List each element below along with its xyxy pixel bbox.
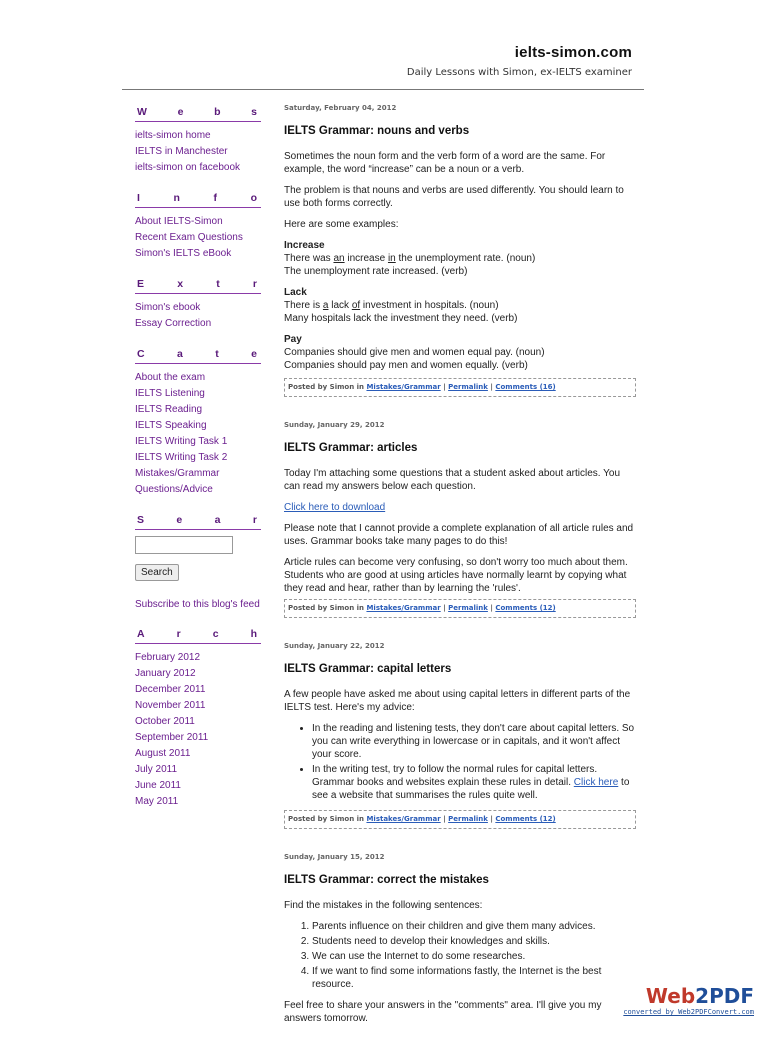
post-paragraph: A few people have asked me about using capital letters in different parts of the IELTS test. Here's my advice: <box>284 689 631 713</box>
archive-link-jul-2011[interactable]: July 2011 <box>135 764 178 775</box>
web2pdf-link[interactable]: converted by Web2PDFConvert.com <box>623 1008 754 1016</box>
sidebar-link-writing-task-1[interactable]: IELTS Writing Task 1 <box>135 436 228 447</box>
category-link[interactable]: Mistakes/Grammar <box>366 604 441 612</box>
download-link[interactable]: Click here to download <box>284 502 386 513</box>
permalink-link[interactable]: Permalink <box>448 383 488 391</box>
permalink-link[interactable]: Permalink <box>448 815 488 823</box>
example-sentence: Companies should give men and women equal pay. (noun) <box>284 347 545 358</box>
post-paragraph: Sometimes the noun form and the verb form of a word are the same. For example, the word “increase” can be a noun or a verb. <box>284 151 606 175</box>
archive-link-jan-2012[interactable]: January 2012 <box>135 668 196 679</box>
sidebar-link-questions-advice[interactable]: Questions/Advice <box>135 484 213 495</box>
example-sentence: There was an increase in the unemployment rate. (noun) <box>284 253 536 264</box>
comments-link[interactable]: Comments (12) <box>495 815 556 823</box>
archive-link-jun-2011[interactable]: June 2011 <box>135 780 181 791</box>
example-sentence: Many hospitals lack the investment they need. (verb) <box>284 313 518 324</box>
category-link[interactable]: Mistakes/Grammar <box>366 383 441 391</box>
post-date: Saturday, February 04, 2012 <box>284 104 397 112</box>
example-sentence: There is a lack of investment in hospitals. (noun) <box>284 300 499 311</box>
sidebar-link-listening[interactable]: IELTS Listening <box>135 388 205 399</box>
post-title[interactable]: IELTS Grammar: nouns and verbs <box>284 125 470 137</box>
example-label-lack: Lack <box>284 287 307 298</box>
archive-link-oct-2011[interactable]: October 2011 <box>135 716 195 727</box>
example-label-increase: Increase <box>284 240 325 251</box>
sidebar-link-recent-questions[interactable]: Recent Exam Questions <box>135 232 243 243</box>
sidebar-link-ielts-simon-home[interactable]: ielts-simon home <box>135 130 211 141</box>
post-articles <box>284 419 636 618</box>
subscribe-feed-link[interactable]: Subscribe to this blog's feed <box>135 599 260 610</box>
post-date: Sunday, January 22, 2012 <box>284 642 385 650</box>
sidebar-link-ebook[interactable]: Simon's IELTS eBook <box>135 248 232 259</box>
web2pdf-logo: Web2PDF <box>645 984 754 1008</box>
web2pdf-watermark <box>623 984 754 1016</box>
sidebar-link-essay-correction[interactable]: Essay Correction <box>135 318 212 329</box>
main-content <box>284 102 636 1047</box>
post-title[interactable]: IELTS Grammar: articles <box>284 442 418 454</box>
sidebar-heading-extr: E x t r <box>135 276 261 294</box>
sidebar-webs <box>135 104 261 176</box>
sidebar-heading-info: I n f o <box>135 190 261 208</box>
sidebar-link-ielts-in-manchester[interactable]: IELTS in Manchester <box>135 146 228 157</box>
example-sentence: The unemployment rate increased. (verb) <box>284 266 468 277</box>
post-paragraph: Feel free to share your answers in the "comments" area. I'll give you my answers tomorrow. <box>284 1000 602 1024</box>
sidebar-heading-arch: A r c h <box>135 626 261 644</box>
archive-link-sep-2011[interactable]: September 2011 <box>135 732 209 743</box>
post-footer: Posted by Simon in Mistakes/Grammar | Permalink | Comments (12) <box>284 810 636 829</box>
click-here-link[interactable]: Click here <box>573 777 619 788</box>
post-footer: Posted by Simon in Mistakes/Grammar | Permalink | Comments (16) <box>284 378 636 397</box>
archive-link-feb-2012[interactable]: February 2012 <box>135 652 201 663</box>
mistakes-list <box>284 920 636 991</box>
sidebar-heading-webs: W e b s <box>135 104 261 122</box>
post-date: Sunday, January 15, 2012 <box>284 853 385 861</box>
sidebar-info <box>135 190 261 262</box>
post-footer: Posted by Simon in Mistakes/Grammar | Permalink | Comments (12) <box>284 599 636 618</box>
archive-link-nov-2011[interactable]: November 2011 <box>135 700 206 711</box>
header-divider <box>122 89 644 90</box>
post-title[interactable]: IELTS Grammar: correct the mistakes <box>284 874 489 886</box>
sidebar-link-reading[interactable]: IELTS Reading <box>135 404 203 415</box>
sidebar-link-facebook[interactable]: ielts-simon on facebook <box>135 162 241 173</box>
list-item: 4. If we want to find some informations fastly, the Internet is the best resource. <box>312 965 636 991</box>
site-header <box>407 44 632 78</box>
post-paragraph: Here are some examples: <box>284 219 399 230</box>
post-nouns-and-verbs <box>284 102 636 397</box>
sidebar-link-about-exam[interactable]: About the exam <box>135 372 206 383</box>
comments-link[interactable]: Comments (16) <box>495 383 556 391</box>
post-paragraph: The problem is that nouns and verbs are used differently. You should learn to use both forms correctly. <box>284 185 624 209</box>
list-item: 2. Students need to develop their knowledges and skills. <box>312 935 636 948</box>
post-correct-the-mistakes <box>284 851 636 1025</box>
sidebar-link-about[interactable]: About IELTS-Simon <box>135 216 223 227</box>
archive-link-dec-2011[interactable]: December 2011 <box>135 684 206 695</box>
sidebar-link-speaking[interactable]: IELTS Speaking <box>135 420 207 431</box>
site-description: Daily Lessons with Simon, ex-IELTS examiner <box>406 67 632 78</box>
post-title[interactable]: IELTS Grammar: capital letters <box>284 663 452 675</box>
post-capital-letters <box>284 640 636 829</box>
sidebar-link-writing-task-2[interactable]: IELTS Writing Task 2 <box>135 452 228 463</box>
example-sentence: Companies should pay men and women equally. (verb) <box>284 360 528 371</box>
archive-link-may-2011[interactable]: May 2011 <box>135 796 179 807</box>
list-item: 1. Parents influence on their children and give them many advices. <box>312 920 636 933</box>
sidebar-link-mistakes-grammar[interactable]: Mistakes/Grammar <box>135 468 220 479</box>
post-paragraph: Please note that I cannot provide a complete explanation of all article rules and uses. Grammar books take many pages to do this! <box>284 523 634 547</box>
sidebar-heading-cate: C a t e <box>135 346 261 364</box>
sidebar-heading-sear: S e a r <box>135 512 261 530</box>
list-item: 3. We can use the Internet to do some researches. <box>312 950 636 963</box>
sidebar-sear <box>135 512 261 610</box>
post-paragraph: Today I'm attaching some questions that a student asked about articles. You can read my answers below each question. <box>284 468 621 492</box>
sidebar-arch <box>135 626 261 810</box>
comments-link[interactable]: Comments (12) <box>495 604 556 612</box>
permalink-link[interactable]: Permalink <box>448 604 488 612</box>
post-paragraph: Find the mistakes in the following sentences: <box>284 900 483 911</box>
post-paragraph: Article rules can become very confusing, so don't worry too much about them. Students who are good at using articles have normally learnt by copying what they read and hear, rather than by learning the 'rules'. <box>284 557 628 594</box>
archive-link-aug-2011[interactable]: August 2011 <box>135 748 191 759</box>
advice-list <box>284 722 636 802</box>
site-title[interactable]: ielts-simon.com <box>514 44 632 61</box>
search-input[interactable] <box>135 536 233 554</box>
list-item: • In the reading and listening tests, they don't care about capital letters. So you can write everything in lowercase or in capitals, and it won't affect your score. <box>312 722 636 761</box>
search-button[interactable]: Search <box>135 564 179 581</box>
post-date: Sunday, January 29, 2012 <box>284 421 385 429</box>
list-item: • In the writing test, try to follow the normal rules for capital letters. Grammar books and websites explain these rules in detail. Click here to see a website that summarises the rules quite well. <box>312 763 636 802</box>
example-label-pay: Pay <box>284 334 302 345</box>
sidebar-extr <box>135 276 261 332</box>
sidebar-link-simons-ebook[interactable]: Simon's ebook <box>135 302 201 313</box>
category-link[interactable]: Mistakes/Grammar <box>366 815 441 823</box>
sidebar-cate <box>135 346 261 498</box>
sidebar <box>135 104 261 824</box>
